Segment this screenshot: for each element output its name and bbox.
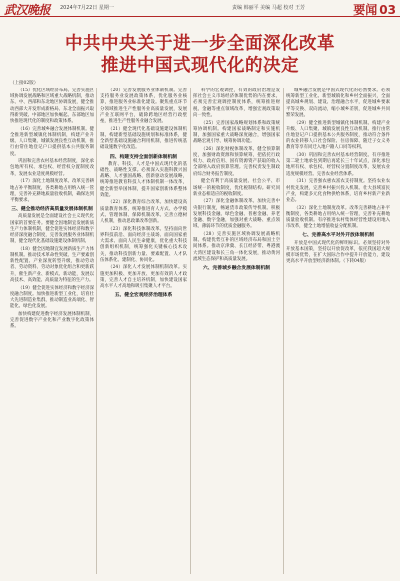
issue-date: 2024年7月22日 星期一: [60, 5, 114, 11]
paragraph: （16）完善城乡融合发展体制机制。健全推进新型城镇化体制机制，构建产业升级、人口集聚、城镇发展良性互动机制，推行由常住地登记户口提供基本公共服务制度。: [10, 126, 94, 157]
paragraph: 高质量发展是全面建设社会主义现代化国家的首要任务。要健全因地制宜发展新质生产力体制机制，健全促进实体经济和数字经济深度融合制度，完善发展服务业体制机制，健全现代化基础设施建设体制机制。: [10, 214, 94, 245]
continuation-note: （上接02版）: [10, 81, 39, 86]
paragraph: （18）健全因地制宜发展新质生产力体制机制。推动技术革命性突破、生产要素创新性配置、产业深度转型升级，推动劳动者、劳动资料、劳动对象优化组合和更新跃升，催生新产业、新模式、新动能，发展以高技术、高效能、高质量为特征的生产力。: [10, 246, 94, 283]
page-number: 03: [379, 3, 396, 17]
column-divider: [190, 88, 191, 574]
paragraph: （17）深化土地制度改革。改革完善耕地占补平衡制度，各类耕地占用纳入统一管理，完善补充耕地质量验收机制，确保达到平衡要求。: [10, 179, 94, 203]
paragraph: 开放是中国式现代化的鲜明标识。必须坚持对外开放基本国策，坚持以开放促改革，依托我国超大规模市场优势，在扩大国际合作中提升开放能力，建设更高水平开放型经济新体制。（下转04版）: [286, 240, 390, 265]
paragraph: （31）完善强农惠农富农支持制度。坚持农业农村优先发展，完善乡村振兴投入机制。壮大县域富民产业，构建多元化食物供给体系，培育乡村新产业新业态。: [286, 179, 390, 203]
section-heading: 七、完善高水平对外开放体制机制: [302, 232, 374, 239]
paragraph: （30）巩固和完善农村基本经营制度。有序推进第二轮土地承包到期后再延长三十年试点，深化承包地所有权、承包权、经营权分置制度改革，发展农业适度规模经营。完善农业经营体系。: [286, 153, 390, 177]
paragraph: 加快构建促进数字经济发展体制机制，完善促进数字产业化和产业数字化政策体系。: [10, 311, 94, 330]
paragraph: （27）深化金融体制改革。加快完善中央银行制度，畅通货币政策传导机制。积极发展科技金融、绿色金融、普惠金融、养老金融、数字金融，加强对重大战略、重点领域、薄弱环节的优质金融服务。: [193, 199, 280, 230]
paragraph: 教育、科技、人才是中国式现代化的基础性、战略性支撑。必须深入实施科教兴国战略、人才强国战略、创新驱动发展战略，统筹推进教育科技人才体制机制一体改革，健全新型举国体制，提升国家创新体系整体效能。: [100, 161, 187, 198]
paragraph: （32）深化土地制度改革。改革完善耕地占补平衡制度，各类耕地占用纳入统一管理，完善补充耕地质量验收机制。有序推进农村集体经营性建设用地入市改革，健全土地增值收益分配机制。: [286, 205, 390, 230]
newspaper-logo: 武汉晚报: [4, 3, 51, 17]
paragraph: 巩固和完善农村基本经营制度，深化承包地所有权、承包权、经营权分置制度改革，发展农业适度规模经营。: [10, 159, 94, 177]
section-label: [353, 1, 396, 18]
column-divider: [283, 88, 284, 574]
paragraph: （24）深化人才发展体制机制改革。实施更加积极、更加开放、更加有效的人才政策，完善人才自主培养机制，加快建设国家高水平人才高地和吸引集聚人才平台。: [100, 265, 187, 290]
paragraph: （26）深化财税体制改革。健全预算制度，加强财政资源和预算统筹，把依托行政权力、政府信用、国有资源资产获取的收入全部纳入政府预算管理。完善权责发生制政府综合财务报告制度。: [193, 146, 280, 177]
paragraph: （29）健全推进新型城镇化体制机制。构建产业升级、人口集聚、城镇发展良性互动机制。推行由常住地登记户口提供基本公共服务制度，推动符合条件的农业转移人口社会保险、住房保障、随迁子女义务教育等享有同迁入地户籍人口同等权利。: [286, 120, 390, 151]
headline-line-1: 中共中央关于进一步全面深化改革: [65, 34, 335, 54]
paragraph: （28）完善实施区域协调发展战略机制。构建优势互补的区域经济布局和国土空间体系。推动京津冀、长江经济带、粤港澳大湾区建设和长三角一体化发展，推动黄河流域生态保护和高质量发展。: [193, 231, 280, 262]
paragraph: 城乡融合发展是中国式现代化的必然要求。必须统筹新型工业化、新型城镇化和乡村全面振兴，全面提高城乡规划、建设、治理融合水平，促进城乡要素平等交换、双向流动，缩小城乡差别，促进城乡共同繁荣发展。: [286, 88, 390, 118]
section-heading: 四、构建支持全面创新体制机制: [109, 153, 178, 160]
paragraph: 科学的宏观调控，有效的政府治理是发挥社会主义市场经济体制优势的内在要求。必须完善宏观调控制度体系，统筹推进财税、金融等重点领域改革，增强宏观政策取向一致性。: [193, 88, 280, 118]
paragraph: （20）完善发展服务业体制机制。完善支持服务业发展政策体系，优化服务业核算，推进服务业标准化建设。聚焦重点环节分领域推进生产性服务业高质量发展，发展产业互联网平台，破除跨地区经营行政壁垒，推进生产性服务业融合发展。: [100, 88, 187, 125]
paragraph: （25）完善国家战略规划体系和政策统筹协调机制。构建国家战略制定和实施机制，加强国家重大战略深度融合，增强国家战略宏观引导、统筹协调功能。: [193, 120, 280, 145]
column-divider: [96, 88, 97, 574]
headline-line-2: 推进中国式现代化的决定: [101, 56, 299, 76]
paragraph: （23）深化科技体制改革。坚持面向世界科技前沿、面向经济主战场、面向国家重大需求、面向人民生命健康，优化重大科技创新组织机制，统筹强化关键核心技术攻关，推动科技创新力量、要素配置、人才队伍体系化、建制化、协同化。: [100, 226, 187, 263]
section-name: 要闻: [353, 3, 378, 17]
paragraph: （22）深化教育综合改革。加快建设高质量教育体系，统筹推进育人方式、办学模式、管理体制、保障机制改革。完善立德树人机制，推动思政课改革创新。: [100, 200, 187, 225]
paragraph: （21）健全现代化基础设施建设体制机制。构建新型基础设施规划和标准体系，健全新型基础设施融合利用机制，推进传统基础设施数字化改造。: [100, 126, 187, 151]
masthead: [0, 0, 400, 17]
article-column-4: [286, 88, 390, 575]
section-heading: 三、健全推动经济高质量发展体制机制: [11, 206, 93, 213]
article-column-3: [193, 88, 280, 575]
section-heading: 五、健全宏观经济治理体系: [114, 292, 173, 299]
paragraph: （15）优化区域经济布局。完善实施区域协调发展战略和区域重大战略机制，推动东、中、西部和东北地区协调发展，健全推动西部大开发形成新格局、东北全面振兴取得新突破、中部地区加快崛起、东部地区加快推进现代化的制度和政策体系。: [10, 88, 94, 125]
paragraph: （19）健全促进实体经济和数字经济深度融合制度。加快推进新型工业化，培育壮大先进制造业集群，推动制造业高端化、智能化、绿色化发展。: [10, 285, 94, 310]
editors-credit: 责编 韩丽平 美编 马超 校对 王芳: [232, 5, 305, 11]
article-column-1: [10, 88, 94, 575]
paragraph: 健全有利于高质量发展、社会公平、市场统一的税收制度，优化税制结构。研究同新业态相适应的税收制度。: [193, 179, 280, 197]
section-heading: 六、完善城乡融合发展体制机制: [202, 264, 271, 271]
article-column-2: [100, 88, 187, 575]
